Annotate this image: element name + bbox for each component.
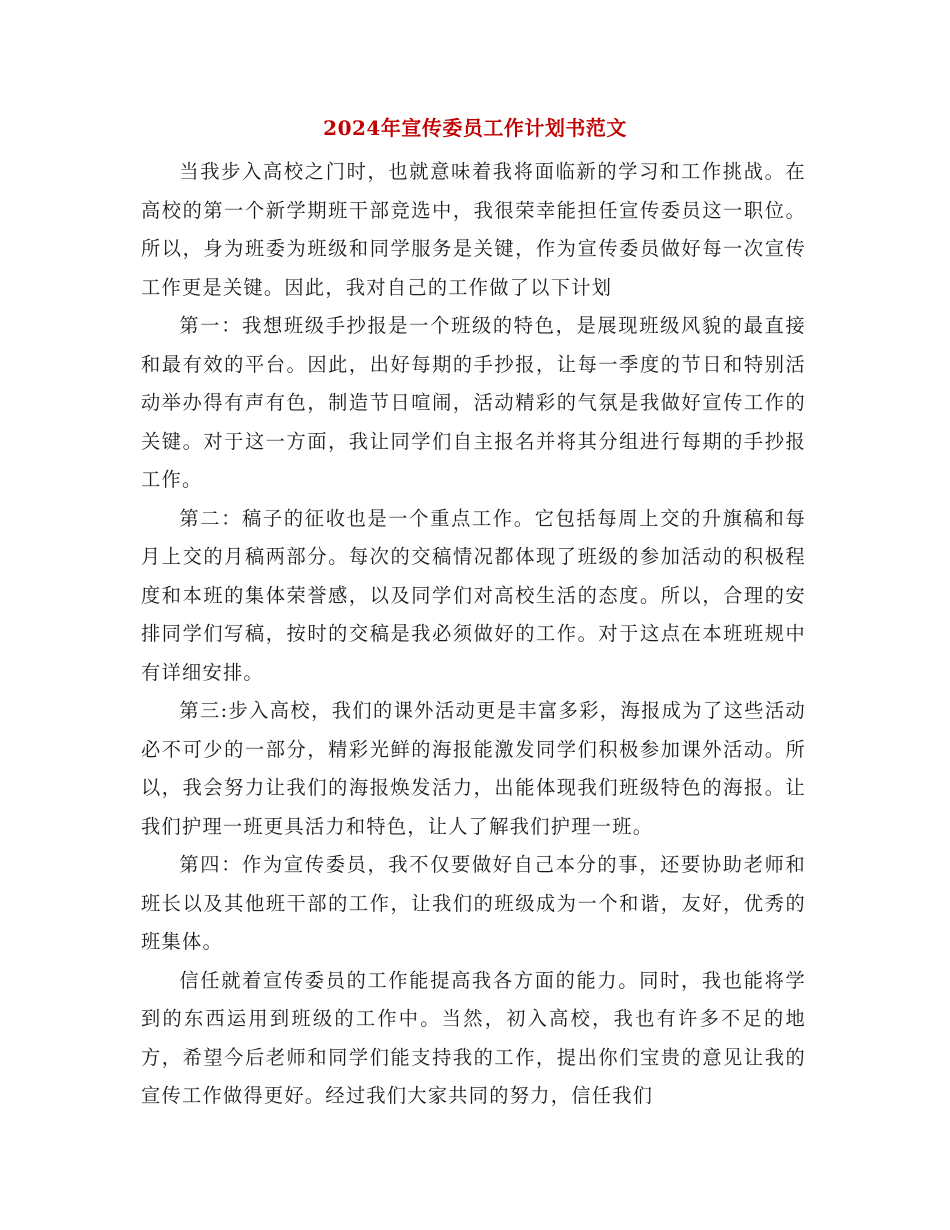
paragraph-plan-four: 第四：作为宣传委员，我不仅要做好自己本分的事，还要协助老师和班长以及其他班干部的工作，让我们的班级成为一个和谐，友好，优秀的班集体。 [141,853,806,953]
document-title: 2024年宣传委员工作计划书范文 [323,116,627,140]
paragraph-conclusion: 信任就着宣传委员的工作能提高我各方面的能力。同时，我也能将学到的东西运用到班级的工作中。当然，初入高校，我也有许多不足的地方，希望今后老师和同学们能支持我的工作，提出你们宝贵的意见让我的宣传工作做得更好。经过我们大家共同的努力，信任我们 [141,968,806,1107]
paragraph-plan-one: 第一：我想班级手抄报是一个班级的特色，是展现班级风貌的最直接和最有效的平台。因此，出好每期的手抄报，让每一季度的节日和特别活动举办得有声有色，制造节日喧闹，活动精彩的气氛是我做好宣传工作的关键。对于这一方面，我让同学们自主报名并将其分组进行每期的手抄报工作。 [141,314,806,491]
paragraph-plan-two: 第二：稿子的征收也是一个重点工作。它包括每周上交的升旗稿和每月上交的月稿两部分。每次的交稿情况都体现了班级的参加活动的积极程度和本班的集体荣誉感，以及同学们对高校生活的态度。所以，合理的安排同学们写稿，按时的交稿是我必须做好的工作。对于这点在本班班规中有详细安排。 [141,506,806,684]
document-body [141,153,806,1116]
paragraph-intro: 当我步入高校之门时，也就意味着我将面临新的学习和工作挑战。在高校的第一个新学期班干部竞选中，我很荣幸能担任宣传委员这一职位。所以，身为班委为班级和同学服务是关键，作为宣传委员做好每一次宣传工作更是关键。因此，我对自己的工作做了以下计划 [141,160,806,299]
paragraph-plan-three: 第三:步入高校，我们的课外活动更是丰富多彩，海报成为了这些活动必不可少的一部分，精彩光鲜的海报能激发同学们积极参加课外活动。所以，我会努力让我们的海报焕发活力，出能体现我们班级特色的海报。让我们护理一班更具活力和特色，让人了解我们护理一班。 [141,699,806,838]
